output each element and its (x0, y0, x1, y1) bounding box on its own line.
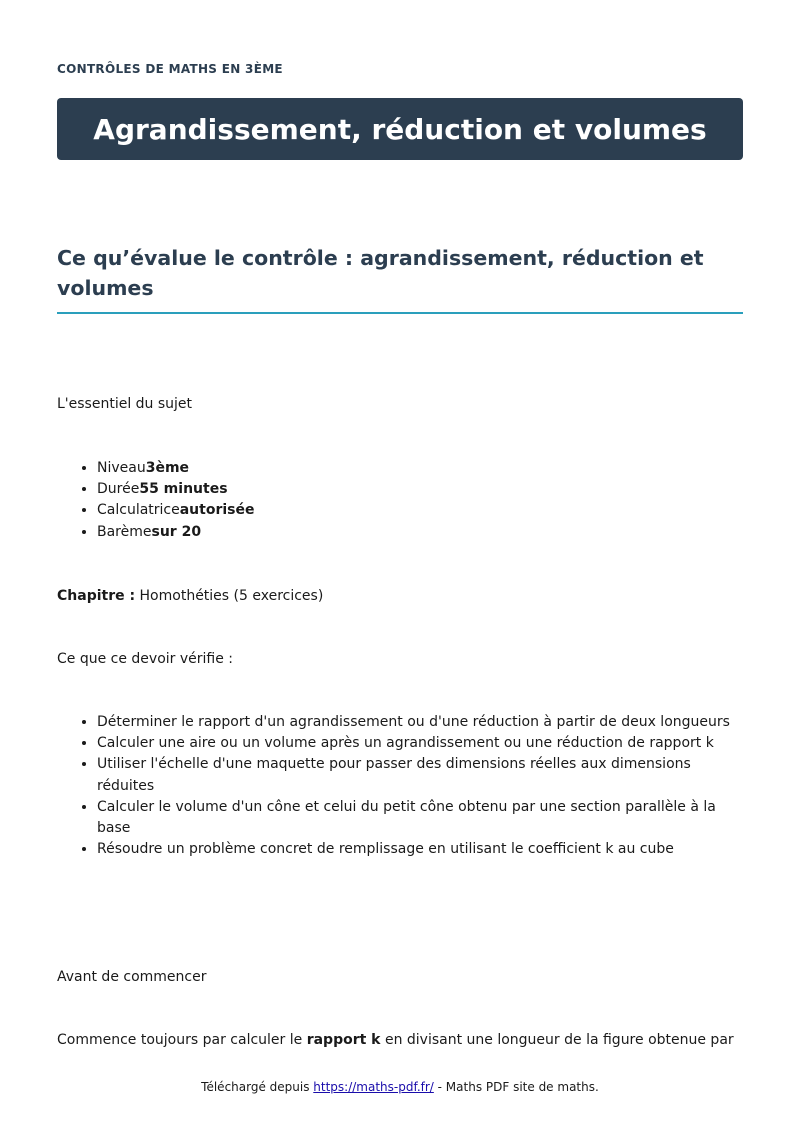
item-value: autorisée (179, 502, 255, 519)
chapitre-value: Homothéties (5 exercices) (139, 588, 324, 604)
section-title: Ce qu’évalue le contrôle : agrandissement, réduction et volumes (57, 243, 743, 314)
avant-text-after: en divisant une longueur de la figure obtenue par (380, 1032, 734, 1048)
item-label: Niveau (97, 460, 146, 476)
page-footer (0, 1080, 800, 1094)
series-kicker: CONTRÔLES DE MATHS EN 3ÈME (57, 62, 283, 76)
list-item (97, 479, 743, 500)
title-banner (57, 98, 743, 160)
list-item: • Calculer une aire ou un volume après un agrandissement ou une réduction de rapport k (97, 733, 743, 754)
item-label: Durée (97, 481, 140, 498)
item-value: sur 20 (151, 523, 202, 540)
chapitre-label: Chapitre : (57, 588, 136, 604)
verifie-list (57, 712, 743, 860)
footer-suffix: - Maths PDF site de maths. (433, 1080, 599, 1094)
verifie-heading: Ce que ce devoir vérifie : (57, 651, 234, 667)
avant-text-before: Commence toujours par calculer le (57, 1032, 307, 1048)
item-label: Barème (97, 523, 152, 540)
avant-text (57, 1030, 734, 1051)
list-item (97, 458, 743, 479)
essentiel-heading: L'essentiel du sujet (57, 396, 193, 412)
list-item: • Déterminer le rapport d'un agrandissement ou d'une réduction à partir de deux longueurs (97, 712, 743, 733)
item-value: 55 minutes (139, 481, 228, 498)
essentiel-list (57, 458, 743, 543)
chapitre-line (57, 586, 323, 607)
item-label: Calculatrice (97, 502, 180, 519)
footer-prefix: Téléchargé depuis (201, 1080, 314, 1094)
footer-link[interactable]: https://maths-pdf.fr/ (313, 1080, 434, 1094)
item-value: 3ème (145, 460, 190, 476)
list-item: • Résoudre un problème concret de remplissage en utilisant le coefficient k au cube (97, 839, 743, 860)
list-item: • Utiliser l'échelle d'une maquette pour passer des dimensions réelles aux dimensions réduites (97, 754, 743, 796)
list-item: • Calculer le volume d'un cône et celui du petit cône obtenu par une section parallèle à la base (97, 797, 743, 839)
list-item (97, 500, 743, 521)
list-item (97, 522, 743, 543)
page-title: Agrandissement, réduction et volumes (93, 112, 707, 146)
avant-heading: Avant de commencer (57, 969, 207, 985)
avant-text-bold: rapport k (306, 1032, 381, 1048)
